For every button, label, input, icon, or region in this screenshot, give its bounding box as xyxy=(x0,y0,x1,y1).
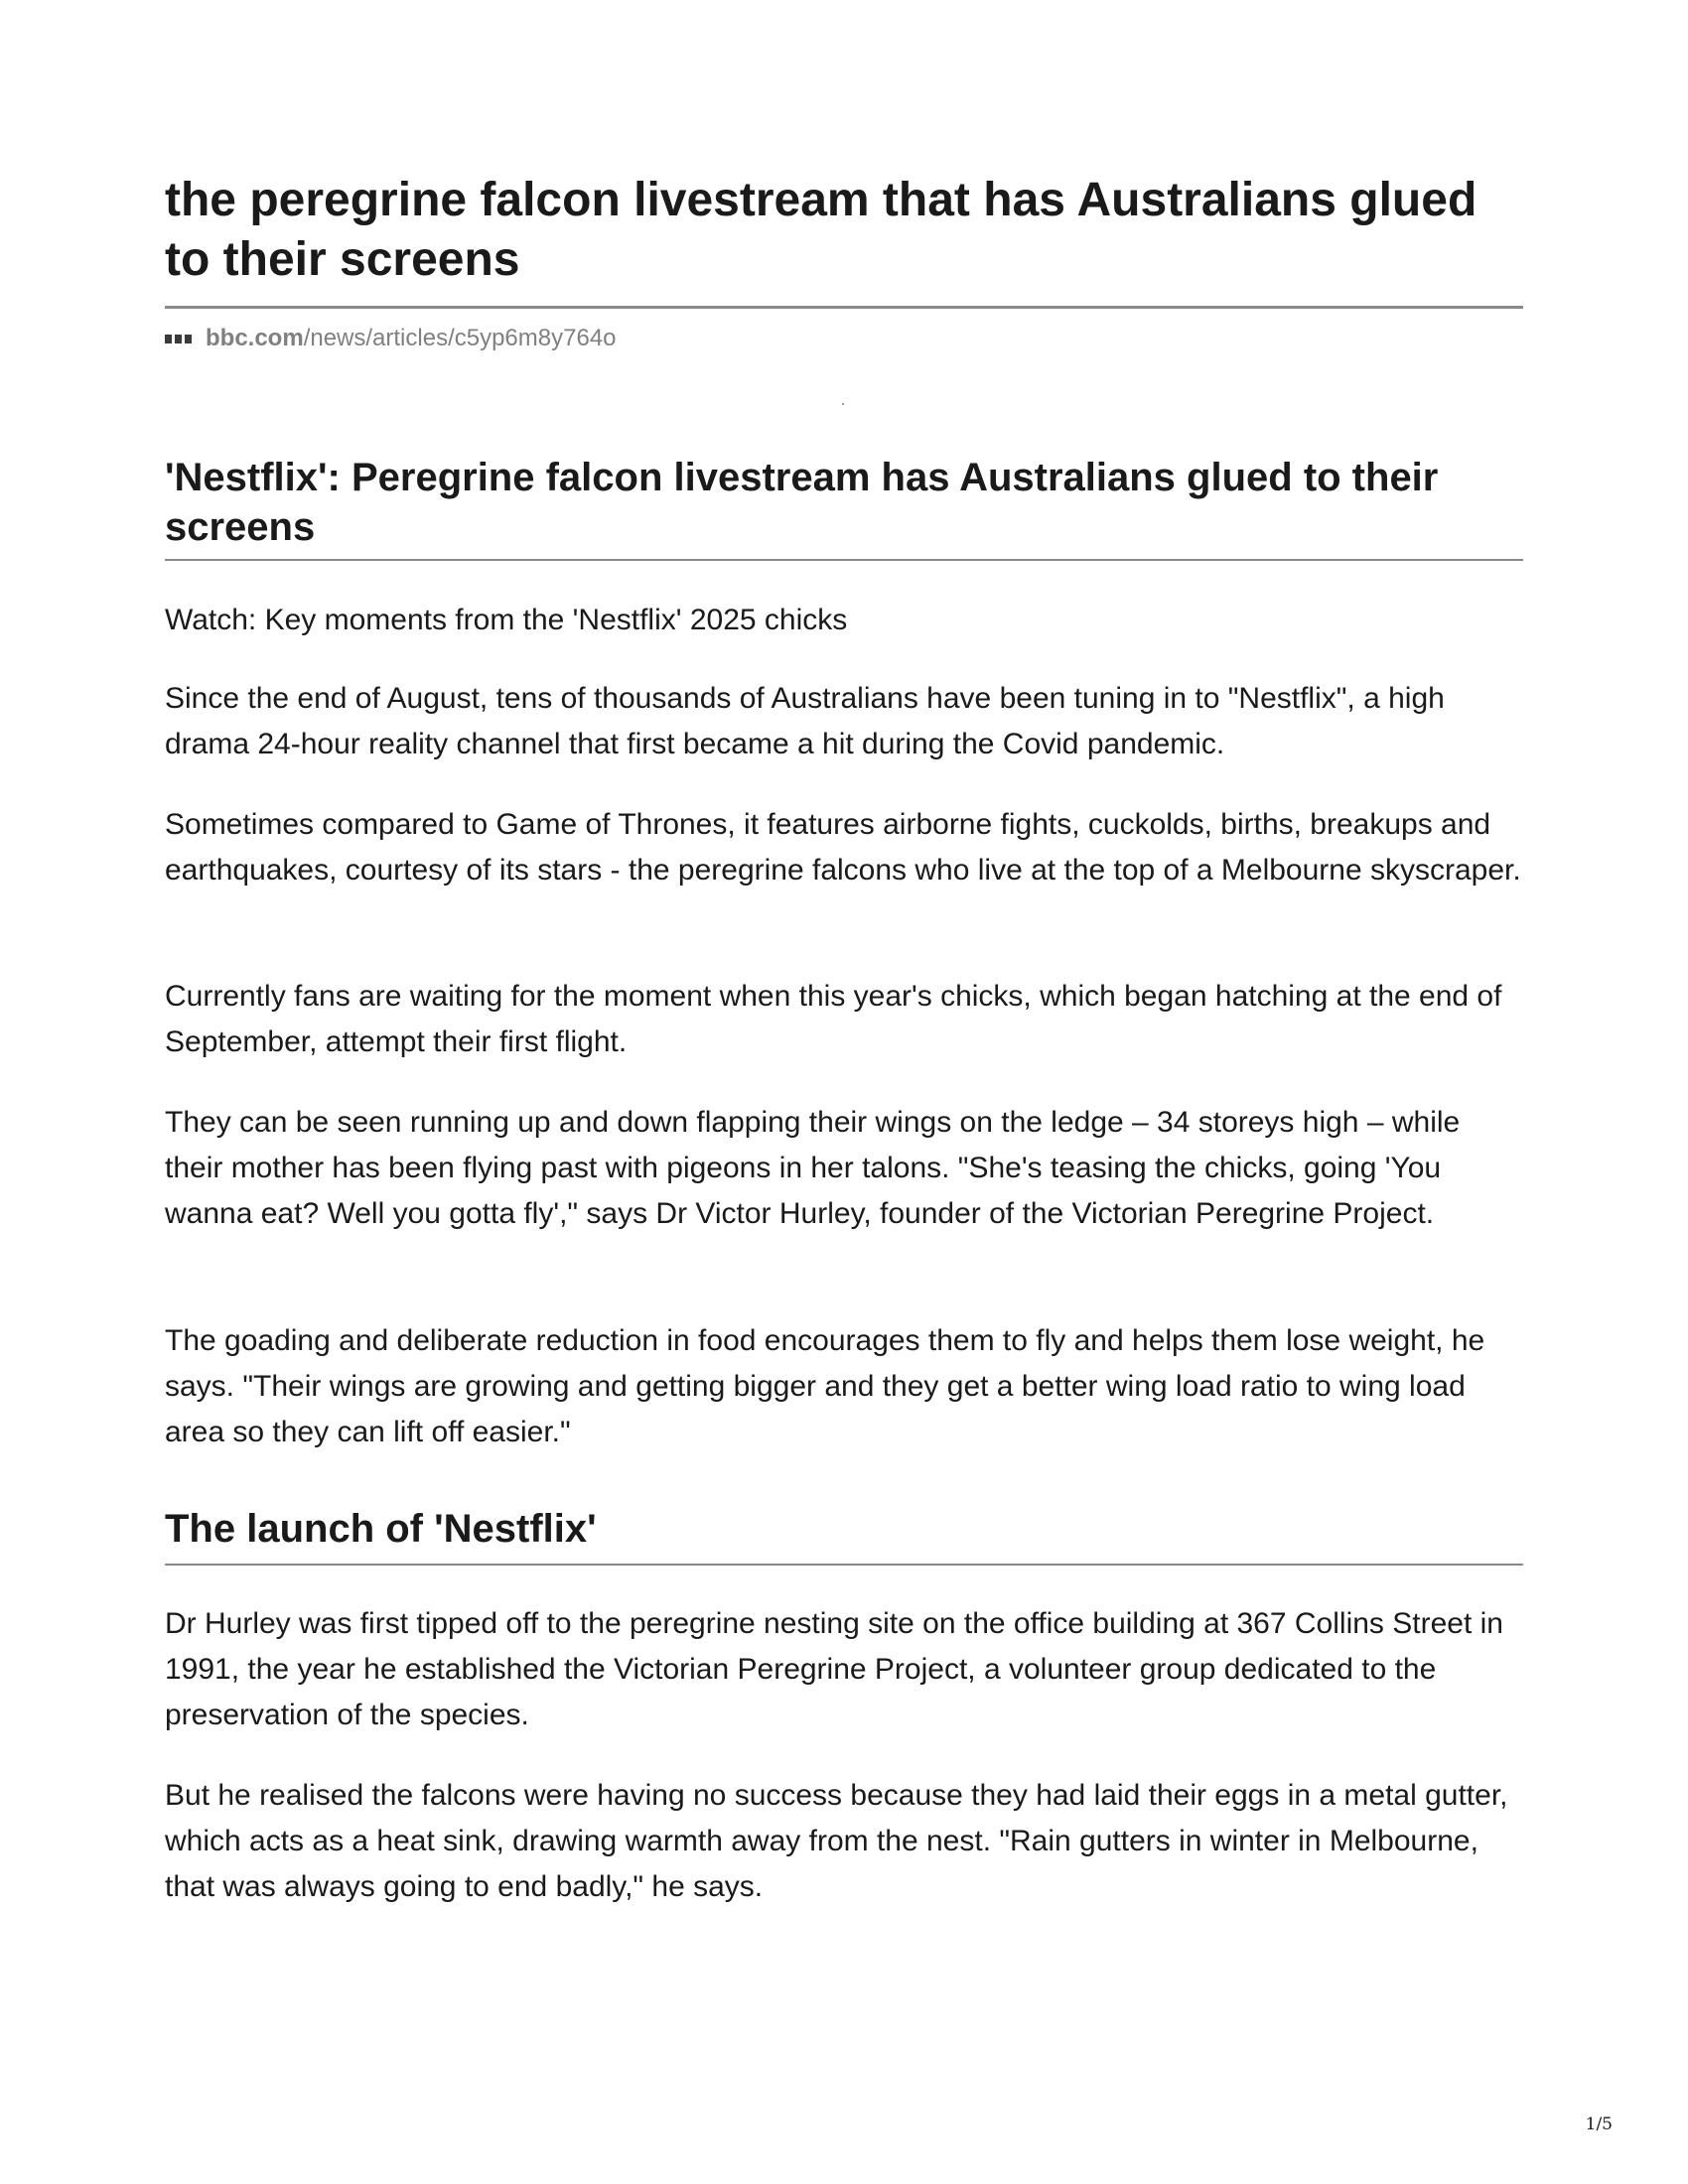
source-link[interactable] xyxy=(165,322,617,355)
article-paragraph: Currently fans are waiting for the moment when this year's chicks, which began hatching at the end of September, attempt their first flight. xyxy=(165,980,1502,1058)
article-paragraph: Since the end of August, tens of thousands of Australians have been tuning in to "Nestflix", a high drama 24-hour reality channel that first became a hit during the Covid pandemic. xyxy=(165,682,1445,760)
section-paragraph: Dr Hurley was first tipped off to the peregrine nesting site on the office building at 367 Collins Street in 1991, the year he established the Victorian Peregrine Project, a volunteer group dedicated to the preservation of the species. xyxy=(165,1607,1503,1731)
source-domain: bbc.com xyxy=(206,325,304,351)
page-number: 1/5 xyxy=(1585,2115,1613,2134)
section-heading-divider xyxy=(165,1564,1523,1566)
source-path: /news/articles/c5yp6m8y764o xyxy=(303,325,617,351)
section-heading: The launch of 'Nestflix' xyxy=(165,1507,597,1551)
article-paragraph: Sometimes compared to Game of Thrones, it features airborne fights, cuckolds, births, breakups and earthquakes, courtesy of its stars - the peregrine falcons who live at the top of a Melbourne skyscraper. xyxy=(165,808,1521,887)
document-title: the peregrine falcon livestream that has Australians glued to their screens xyxy=(165,174,1477,286)
article-heading-divider xyxy=(165,559,1523,561)
article-paragraph: Watch: Key moments from the 'Nestflix' 2025 chicks xyxy=(165,604,848,636)
decorative-dot xyxy=(842,403,844,405)
source-menu-icon xyxy=(165,335,192,343)
article-paragraph: They can be seen running up and down flapping their wings on the ledge – 34 storeys high – while their mother has been flying past with pigeons in her talons. "She's teasing the chicks, going 'You wanna eat? Well you gotta fly'," says Dr Victor Hurley, founder of the Victorian Peregrine Project. xyxy=(165,1106,1461,1230)
title-divider xyxy=(165,306,1523,309)
section-paragraph: But he realised the falcons were having no success because they had laid their eggs in a metal gutter, which acts as a heat sink, drawing warmth away from the nest. "Rain gutters in winter in Melbourne, that was always going to end badly," he says. xyxy=(165,1779,1508,1903)
article-paragraph: The goading and deliberate reduction in food encourages them to fly and helps them lose weight, he says. "Their wings are growing and getting bigger and they get a better wing load ratio to wing load area so they can lift off easier." xyxy=(165,1324,1485,1448)
article-heading: 'Nestflix': Peregrine falcon livestream has Australians glued to their screens xyxy=(165,456,1439,549)
